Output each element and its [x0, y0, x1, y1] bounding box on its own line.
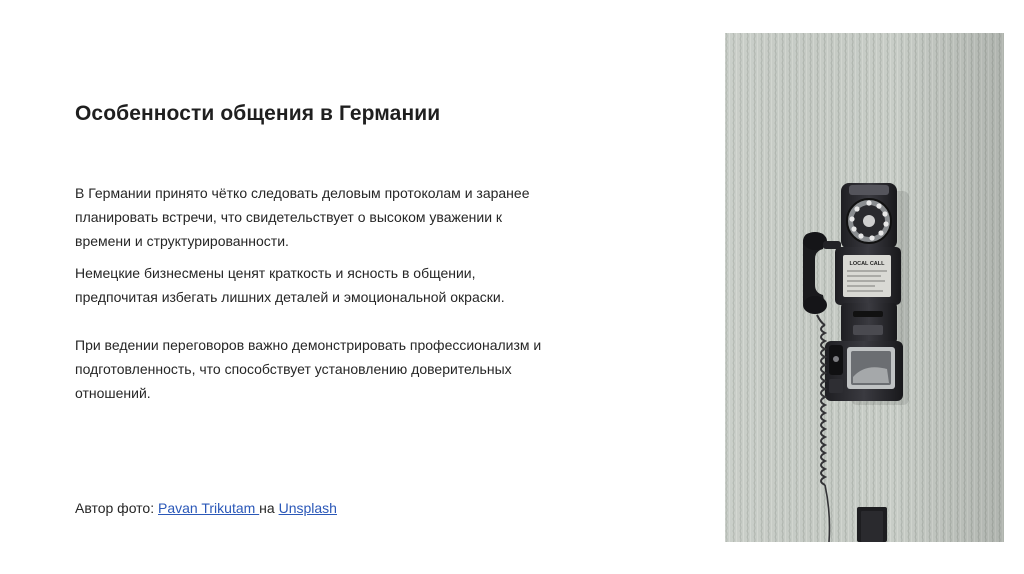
photo-credit [75, 498, 337, 518]
dial-housing [841, 183, 897, 249]
paragraph-negotiations: При ведении переговоров важно демонстрировать профессионализм и подготовленность, что способствует установлению доверительных отношений. [75, 337, 542, 401]
unsplash-link[interactable]: Unsplash [278, 500, 337, 516]
paragraph-brevity: Немецкие бизнесмены ценят краткость и ясность в общении, предпочитая избегать лишних деталей и эмоциональной окраски. [75, 265, 505, 305]
paragraph-protocol: В Германии принято чётко следовать деловым протоколам и заранее планировать встречи, что свидетельствует о высоком уважении к времени и структурированности. [75, 185, 530, 249]
sign-text: LOCAL CALL [849, 261, 885, 267]
credit-middle: на [259, 500, 279, 516]
slide-body [75, 181, 555, 405]
author-link[interactable]: Pavan Trikutam [158, 500, 260, 516]
coin-return-box [825, 341, 903, 401]
credit-prefix: Автор фото: [75, 500, 159, 516]
payphone-photo [725, 33, 1004, 542]
sign-panel [835, 247, 901, 305]
slide-title: Особенности общения в Германии [75, 102, 441, 125]
